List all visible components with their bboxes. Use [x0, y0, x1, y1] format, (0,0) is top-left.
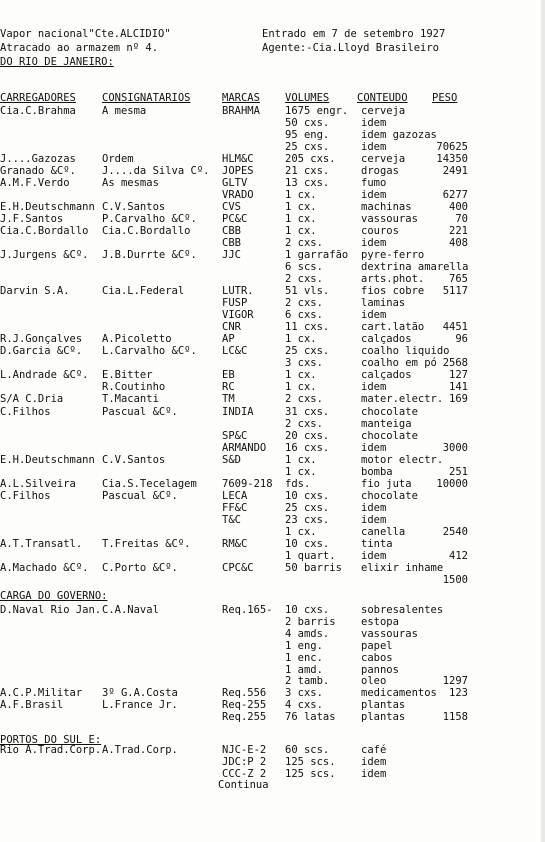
- row-shipper: A.T.Transatl.: [0, 537, 83, 550]
- row-mark: CVS: [222, 201, 241, 214]
- col-volumes: VOLUMES: [285, 92, 330, 104]
- row-content: machinas: [361, 201, 412, 214]
- row-shipper: Granado &Cº.: [0, 165, 76, 178]
- row-weight: 2491: [442, 165, 468, 178]
- row-weight: 127: [449, 369, 468, 382]
- row-shipper: J.Jurgens &Cº.: [0, 249, 89, 262]
- row-weight: 70625: [436, 141, 468, 154]
- row-volume: 2 cxs.: [285, 417, 323, 430]
- row-weight: 10000: [436, 477, 468, 490]
- row-mark: HLM&C: [222, 153, 254, 166]
- row-content: chocolate: [361, 429, 418, 442]
- row-shipper: R.J.Gonçalves: [0, 333, 83, 346]
- row-mark: INDIA: [222, 405, 254, 418]
- row-content: idem: [361, 768, 387, 780]
- row-mark: SP&C: [222, 429, 248, 442]
- row-content: couros: [361, 225, 399, 238]
- row-consignee: A.Trad.Corp.: [102, 744, 178, 756]
- col-shippers: CARREGADORES: [0, 92, 76, 104]
- row-mark: RC: [222, 381, 235, 394]
- row-shipper: A.Machado &Cº.: [0, 561, 89, 574]
- row-content: idem: [361, 549, 387, 562]
- row-volume: 125 scs.: [285, 756, 336, 768]
- row-volume: 1 amd.: [285, 663, 323, 676]
- row-content: tinta: [361, 537, 393, 550]
- row-consignee: J....da Silva Cº.: [102, 165, 210, 178]
- row-mark: LECA: [222, 489, 248, 502]
- row-shipper: Darvin S.A.: [0, 285, 70, 298]
- row-weight: 251: [449, 465, 468, 478]
- row-content: chocolate: [361, 489, 418, 502]
- row-mark: Req.556: [222, 687, 267, 700]
- row-volume: 6 scs.: [285, 261, 323, 274]
- row-volume: 1 cx.: [285, 453, 317, 466]
- row-content: drogas: [361, 165, 399, 178]
- vessel-name: Vapor nacional"Cte.ALCIDIO": [0, 28, 171, 40]
- row-volume: 10 cxs.: [285, 489, 330, 502]
- row-mark: VIGOR: [222, 309, 254, 322]
- row-content: oleo: [361, 675, 387, 688]
- page-edge: [541, 0, 545, 842]
- row-volume: 1 cx.: [285, 213, 317, 226]
- row-volume: 1 cx.: [285, 381, 317, 394]
- row-weight: 3000: [442, 441, 468, 454]
- row-content: idem: [361, 117, 387, 130]
- row-volume: 1 eng.: [285, 639, 323, 652]
- row-mark: LUTR.: [222, 285, 254, 298]
- row-consignee: 3º G.A.Costa: [102, 687, 178, 700]
- row-volume: 2 tamb.: [285, 675, 330, 688]
- row-shipper: L.Andrade &Cº.: [0, 369, 89, 382]
- row-weight: 1500: [442, 573, 468, 586]
- row-mark: LC&C: [222, 345, 248, 358]
- row-mark: PC&C: [222, 213, 248, 226]
- row-content: chocolate: [361, 405, 418, 418]
- row-mark: S&D: [222, 453, 241, 466]
- row-content: idem: [361, 381, 387, 394]
- row-volume: 50 barris: [285, 561, 342, 574]
- row-content: calçados: [361, 333, 412, 346]
- row-consignee: Pascual &Cº.: [102, 489, 178, 502]
- row-content: cerveja: [361, 105, 406, 117]
- row-shipper: A.F.Brasil: [0, 699, 64, 712]
- row-consignee: C.Porto &Cº.: [102, 561, 178, 574]
- row-consignee: J.B.Durrte &Cº.: [102, 249, 197, 262]
- row-mark: EB: [222, 369, 235, 382]
- row-content: fios cobre: [361, 285, 425, 298]
- origin-heading: DO RIO DE JANEIRO:: [0, 56, 114, 68]
- row-weight: 2568: [442, 357, 468, 370]
- row-content: coalho liquido: [361, 345, 450, 358]
- row-content: medicamentos: [361, 687, 437, 700]
- row-consignee: Pascual &Cº.: [102, 405, 178, 418]
- row-consignee: C.V.Santos: [102, 453, 166, 466]
- row-content: plantas: [361, 699, 406, 712]
- row-shipper: D.Garcia &Cº.: [0, 345, 83, 358]
- row-consignee: Cia.S.Tecelagem: [102, 477, 197, 490]
- row-content: motor electr.: [361, 453, 444, 466]
- row-volume: 3 cxs.: [285, 687, 323, 700]
- row-volume: fds.: [285, 477, 311, 490]
- row-content: cart.latão: [361, 321, 425, 334]
- row-volume: 1 cx.: [285, 189, 317, 202]
- row-volume: 20 cxs.: [285, 429, 330, 442]
- row-volume: 25 cxs.: [285, 501, 330, 514]
- row-mark: Req.165-: [222, 604, 273, 616]
- row-content: idem: [361, 756, 387, 768]
- row-volume: 51 vls.: [285, 285, 330, 298]
- row-mark: CBB: [222, 237, 241, 250]
- row-weight: 765: [449, 273, 468, 286]
- row-mark: RM&C: [222, 537, 248, 550]
- row-content: vassouras: [361, 213, 418, 226]
- row-volume: 16 cxs.: [285, 441, 330, 454]
- row-volume: 10 cxs.: [285, 537, 330, 550]
- row-content: idem: [361, 189, 387, 202]
- row-mark: JDC:P 2: [222, 756, 267, 768]
- row-mark: FF&C: [222, 501, 248, 514]
- row-content: cerveja: [361, 153, 406, 166]
- row-content: sobresalentes: [361, 604, 444, 616]
- entry-date: Entrado em 7 de setembro 1927: [262, 28, 446, 40]
- row-content: idem: [361, 441, 387, 454]
- row-volume: 1 cx.: [285, 525, 317, 538]
- row-shipper: C.Filhos: [0, 489, 51, 502]
- row-volume: 1 garrafão: [285, 249, 349, 262]
- row-shipper: E.H.Deutschmann: [0, 201, 95, 214]
- row-shipper: A.M.F.Verdo: [0, 177, 70, 190]
- row-volume: 25 cxs.: [285, 141, 330, 154]
- row-volume: 10 cxs.: [285, 604, 330, 616]
- row-content: canella: [361, 525, 406, 538]
- row-volume: 1 cx.: [285, 225, 317, 238]
- row-weight: 5117: [442, 285, 468, 298]
- row-content: idem gazozas: [361, 129, 437, 142]
- row-shipper: C.Filhos: [0, 405, 51, 418]
- row-volume: 25 cxs.: [285, 345, 330, 358]
- row-shipper: Cia.C.Brahma: [0, 105, 76, 117]
- row-shipper: Cia.C.Bordallo: [0, 225, 89, 238]
- gov-heading: CARGA DO GOVERNO:: [0, 590, 108, 602]
- row-shipper: A.L.Silveira: [0, 477, 76, 490]
- row-mark: CCC-Z 2: [222, 768, 267, 780]
- row-content: idem: [361, 501, 387, 514]
- row-volume: 4 amds.: [285, 627, 330, 640]
- continues-label: Continua: [218, 779, 269, 791]
- row-volume: 50 cxs.: [285, 117, 330, 130]
- row-weight: 96: [455, 333, 468, 346]
- row-volume: 4 cxs.: [285, 699, 323, 712]
- row-content: papel: [361, 639, 393, 652]
- row-mark: VRADO: [222, 189, 254, 202]
- row-weight: 1297: [442, 675, 468, 688]
- col-consignees: CONSIGNATARIOS: [102, 92, 191, 104]
- row-weight: 400: [449, 201, 468, 214]
- row-weight: 1158: [442, 711, 468, 724]
- row-content: calçados: [361, 369, 412, 382]
- row-content: idem: [361, 513, 387, 526]
- col-weight: PESO: [432, 92, 458, 104]
- row-consignee: Cia.L.Federal: [102, 285, 185, 298]
- row-shipper: A.C.P.Militar: [0, 687, 83, 700]
- row-mark: CNR: [222, 321, 241, 334]
- row-shipper: J.F.Santos: [0, 213, 64, 226]
- row-mark: JJC: [222, 249, 241, 262]
- row-content: manteiga: [361, 417, 412, 430]
- row-consignee: C.A.Naval: [102, 604, 159, 616]
- row-mark: JOPES: [222, 165, 254, 178]
- row-mark: GLTV: [222, 177, 248, 190]
- row-content: coalho em pó: [361, 357, 437, 370]
- col-contents: CONTEUDO: [357, 92, 408, 104]
- row-shipper: J....Gazozas: [0, 153, 76, 166]
- row-content: plantas: [361, 711, 406, 724]
- row-consignee: A.Picoletto: [102, 333, 172, 346]
- row-weight: 123: [449, 687, 468, 700]
- row-mark: BRAHMA: [222, 105, 260, 117]
- row-content: laminas: [361, 297, 406, 310]
- row-volume: 1 cx.: [285, 201, 317, 214]
- row-consignee: P.Carvalho &Cº.: [102, 213, 197, 226]
- row-content: vassouras: [361, 627, 418, 640]
- row-volume: 3 cxs.: [285, 357, 323, 370]
- row-volume: 1 cx.: [285, 465, 317, 478]
- row-content: café: [361, 744, 387, 756]
- row-volume: 13 cxs.: [285, 177, 330, 190]
- row-mark: CBB: [222, 225, 241, 238]
- row-mark: Req-255: [222, 699, 267, 712]
- row-weight: 2540: [442, 525, 468, 538]
- row-volume: 125 scs.: [285, 768, 336, 780]
- row-content: bomba: [361, 465, 393, 478]
- row-content: pannos: [361, 663, 399, 676]
- warehouse-line: Atracado ao armazem nº 4.: [0, 42, 159, 54]
- row-content: pyre-ferro: [361, 249, 425, 262]
- row-consignee: C.V.Santos: [102, 201, 166, 214]
- row-content: estopa: [361, 615, 399, 628]
- row-volume: 1675 engr.: [285, 105, 349, 117]
- agent-line: Agente:-Cia.Lloyd Brasileiro: [262, 42, 440, 54]
- row-mark: 7609-218: [222, 477, 273, 490]
- row-volume: 1 quart.: [285, 549, 336, 562]
- row-content: cabos: [361, 651, 393, 664]
- row-volume: 76 latas: [285, 711, 336, 724]
- row-weight: 221: [449, 225, 468, 238]
- col-marks: MARCAS: [222, 92, 260, 104]
- row-mark: TM: [222, 393, 235, 406]
- row-content: elixir inhame: [361, 561, 444, 574]
- row-mark: CPC&C: [222, 561, 254, 574]
- row-mark: ARMANDO: [222, 441, 267, 454]
- row-content: idem: [361, 141, 387, 154]
- row-volume: 2 barris: [285, 615, 336, 628]
- row-consignee: L.Carvalho &Cº.: [102, 345, 197, 358]
- row-content: fio juta: [361, 477, 412, 490]
- transit-heading: PORTOS DO SUL E:: [0, 734, 102, 746]
- row-weight: 6277: [442, 189, 468, 202]
- row-consignee: T.Freitas &Cº.: [102, 537, 191, 550]
- row-content: dextrina amarella: [361, 261, 469, 274]
- row-content: mater.electr.: [361, 393, 444, 406]
- row-mark: Req.255: [222, 711, 267, 724]
- row-volume: 11 cxs.: [285, 321, 330, 334]
- row-consignee: A mesma: [102, 105, 147, 117]
- row-volume: 60 scs.: [285, 744, 330, 756]
- row-consignee: R.Coutinho: [102, 381, 166, 394]
- row-consignee: As mesmas: [102, 177, 159, 190]
- row-mark: FUSP: [222, 297, 248, 310]
- row-shipper: S/A C.Dria: [0, 393, 64, 406]
- row-consignee: Cia.C.Bordallo: [102, 225, 191, 238]
- row-weight: 4451: [442, 321, 468, 334]
- row-volume: 2 cxs.: [285, 393, 323, 406]
- row-volume: 2 cxs.: [285, 273, 323, 286]
- row-volume: 1 enc.: [285, 651, 323, 664]
- row-volume: 1 cx.: [285, 333, 317, 346]
- row-shipper: E.H.Deutschmann: [0, 453, 95, 466]
- row-consignee: T.Macanti: [102, 393, 159, 406]
- row-weight: 141: [449, 381, 468, 394]
- row-volume: 21 cxs.: [285, 165, 330, 178]
- row-shipper: D.Naval Rio Jan.: [0, 604, 102, 616]
- row-volume: 2 cxs.: [285, 237, 323, 250]
- row-consignee: Ordem: [102, 153, 134, 166]
- row-weight: 14350: [436, 153, 468, 166]
- row-weight: 412: [449, 549, 468, 562]
- row-content: idem: [361, 237, 387, 250]
- row-content: arts.phot.: [361, 273, 425, 286]
- row-volume: 1 cx.: [285, 369, 317, 382]
- row-volume: 2 cxs.: [285, 297, 323, 310]
- row-shipper: Rio A.Trad.Corp.: [0, 744, 102, 756]
- row-weight: 169: [449, 393, 468, 406]
- row-mark: AP: [222, 333, 235, 346]
- row-volume: 31 cxs.: [285, 405, 330, 418]
- row-volume: 205 cxs.: [285, 153, 336, 166]
- row-weight: 408: [449, 237, 468, 250]
- row-content: fumo: [361, 177, 387, 190]
- row-consignee: E.Bitter: [102, 369, 153, 382]
- row-volume: 95 eng.: [285, 129, 330, 142]
- row-consignee: L.France Jr.: [102, 699, 178, 712]
- row-mark: T&C: [222, 513, 241, 526]
- row-content: idem: [361, 309, 387, 322]
- row-mark: NJC-E-2: [222, 744, 267, 756]
- row-volume: 23 cxs.: [285, 513, 330, 526]
- row-volume: 6 cxs.: [285, 309, 323, 322]
- row-weight: 70: [455, 213, 468, 226]
